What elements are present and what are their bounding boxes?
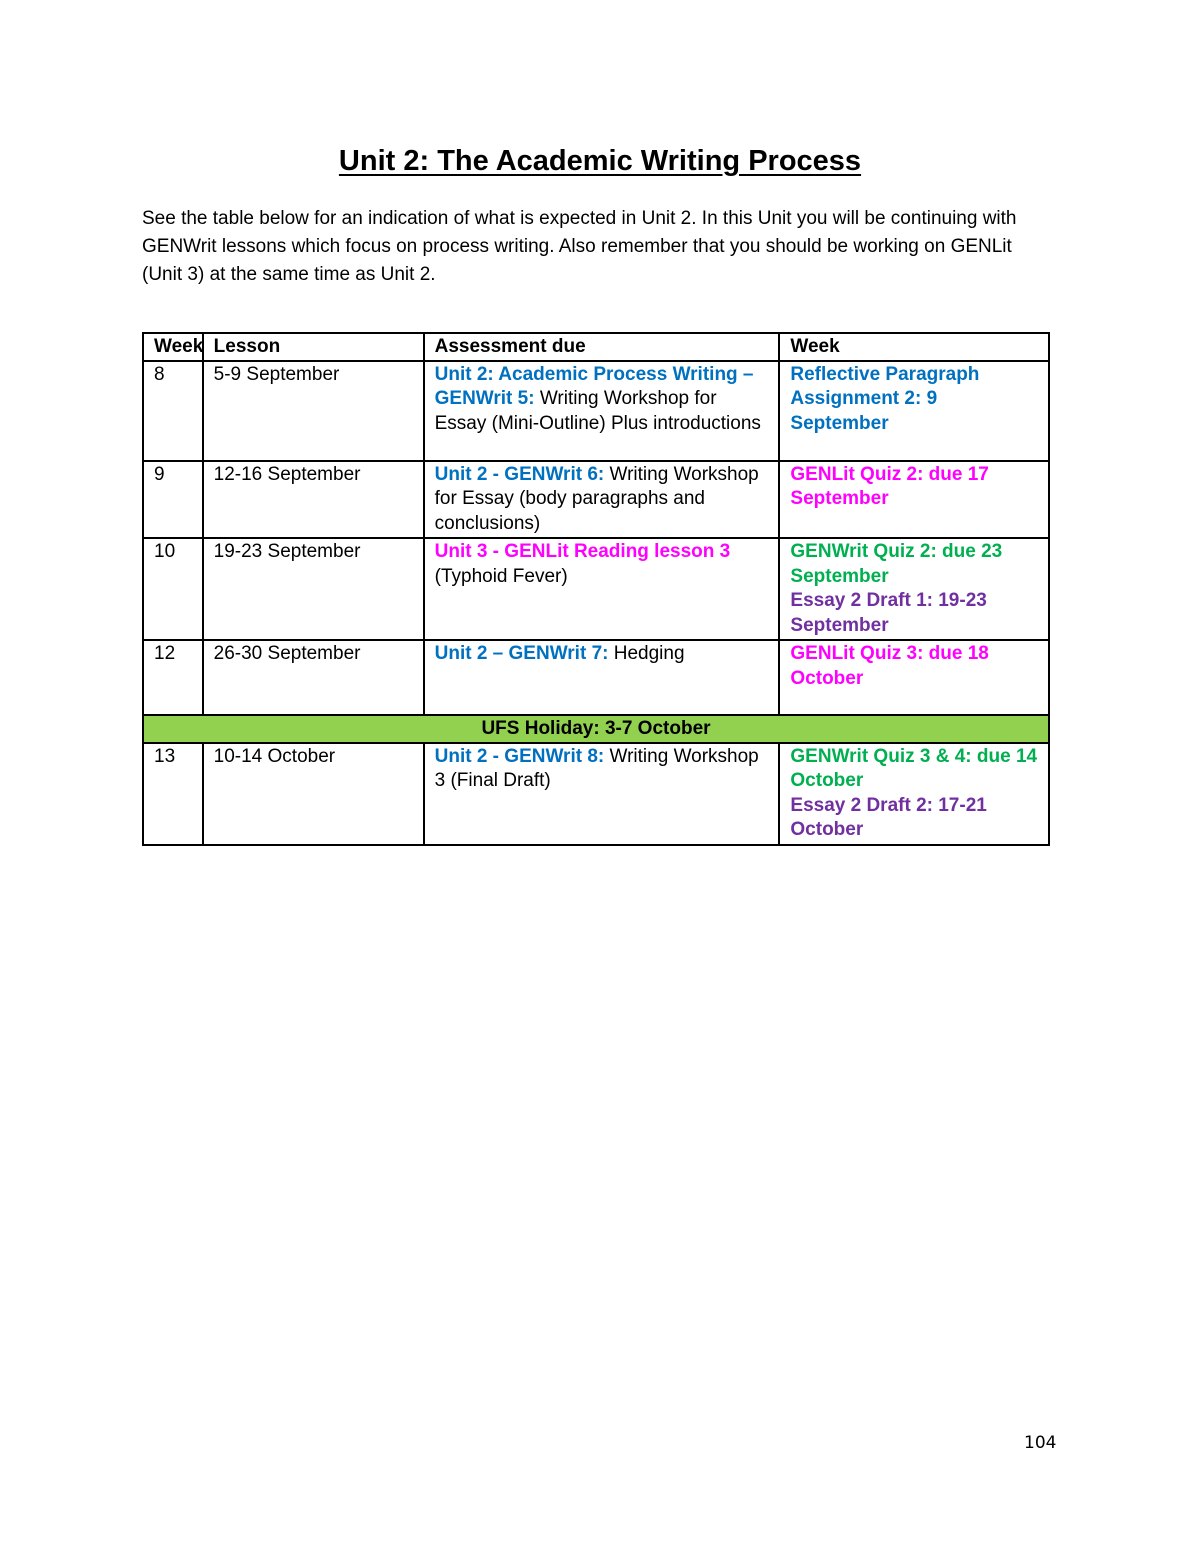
assessment-cell xyxy=(424,538,780,640)
assessment-detail: Hedging xyxy=(608,643,685,664)
table-row xyxy=(143,743,1049,845)
lesson-cell: 10-14 October xyxy=(203,743,424,845)
due-item: Essay 2 Draft 1: 19-23 September xyxy=(790,590,987,636)
assessment-title: Unit 2: Academic Process Writing – GENWrit 5: xyxy=(434,363,754,409)
week-cell: 12 xyxy=(143,640,203,715)
holiday-cell: UFS Holiday: 3-7 October xyxy=(143,715,1049,743)
due-cell xyxy=(779,461,1049,539)
assessment-cell xyxy=(424,461,780,539)
header-week: Week xyxy=(143,333,203,361)
table-row xyxy=(143,538,1049,640)
due-cell xyxy=(779,538,1049,640)
due-cell xyxy=(779,743,1049,845)
lesson-cell: 26-30 September xyxy=(203,640,424,715)
due-item: GENLit Quiz 3: due 18 October xyxy=(790,643,989,689)
due-item: GENWrit Quiz 3 & 4: due 14 October xyxy=(790,745,1038,791)
header-lesson: Lesson xyxy=(203,333,424,361)
week-cell: 8 xyxy=(143,361,203,461)
schedule-table xyxy=(142,332,1050,846)
page-title: Unit 2: The Academic Writing Process xyxy=(338,145,862,177)
assessment-detail: Writing Workshop for Essay (body paragraphs and conclusions) xyxy=(434,463,759,534)
table-row xyxy=(143,461,1049,539)
due-cell xyxy=(779,640,1049,715)
header-week-due: Week xyxy=(779,333,1049,361)
lesson-cell: 5-9 September xyxy=(203,361,424,461)
page-number: 104 xyxy=(1024,1433,1057,1453)
assessment-title: Unit 2 - GENWrit 6: xyxy=(434,463,605,485)
assessment-title: Unit 2 – GENWrit 7: xyxy=(434,643,609,664)
assessment-cell xyxy=(424,361,780,461)
due-item: Reflective Paragraph Assignment 2: 9 September xyxy=(790,363,980,434)
due-item: GENWrit Quiz 2: due 23 September xyxy=(790,541,1003,587)
assessment-detail: Writing Workshop for Essay (Mini-Outline) Plus introductions xyxy=(434,388,761,434)
due-item: GENLit Quiz 2: due 17 September xyxy=(790,463,989,509)
assessment-title: Unit 2 - GENWrit 8: xyxy=(434,745,605,767)
due-cell xyxy=(779,361,1049,461)
lesson-cell: 12-16 September xyxy=(203,461,424,539)
table-row xyxy=(143,361,1049,461)
table-row xyxy=(143,640,1049,715)
table-header-row xyxy=(143,333,1049,361)
due-item: Essay 2 Draft 2: 17-21 October xyxy=(790,794,987,840)
holiday-row xyxy=(143,715,1049,743)
week-cell: 9 xyxy=(143,461,203,539)
assessment-title: Unit 3 - GENLit Reading lesson 3 xyxy=(434,541,731,562)
assessment-cell xyxy=(424,640,780,715)
assessment-detail: (Typhoid Fever) xyxy=(434,565,568,587)
week-cell: 13 xyxy=(143,743,203,845)
intro-paragraph: See the table below for an indication of what is expected in Unit 2. In this Unit you will be continuing with GENWrit lessons which focus on process writing. Also remember that you should be working on GENLit (Unit 3) at the same time as Unit 2. xyxy=(142,208,1017,285)
week-cell: 10 xyxy=(143,538,203,640)
lesson-cell: 19-23 September xyxy=(203,538,424,640)
assessment-detail: Writing Workshop 3 (Final Draft) xyxy=(434,745,759,791)
header-assessment: Assessment due xyxy=(424,333,780,361)
assessment-cell xyxy=(424,743,780,845)
